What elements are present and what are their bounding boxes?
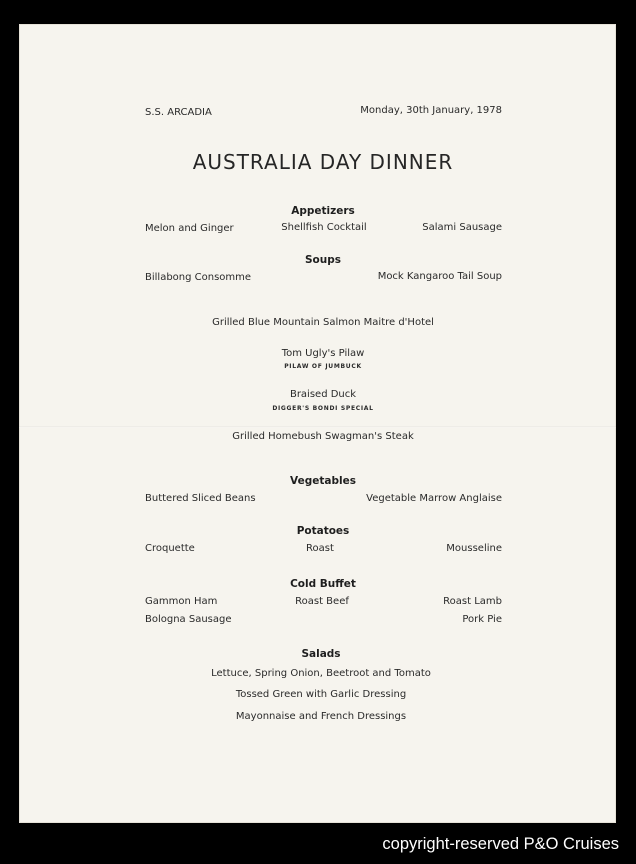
menu-item: Roast [306, 543, 334, 554]
menu-item: Roast Lamb [443, 596, 502, 607]
ship-name: S.S. ARCADIA [145, 107, 212, 118]
section-heading-appetizers: Appetizers [291, 205, 355, 217]
menu-card [19, 24, 616, 823]
menu-item: Mock Kangaroo Tail Soup [377, 271, 502, 282]
menu-item-pilaw-subtitle: PILAW OF JUMBUCK [284, 363, 362, 370]
menu-item: Bologna Sausage [145, 614, 232, 625]
menu-item: Croquette [145, 543, 195, 554]
menu-title: AUSTRALIA DAY DINNER [192, 150, 454, 174]
menu-item: Melon and Ginger [145, 223, 234, 234]
menu-item: Shellfish Cocktail [281, 222, 367, 233]
menu-item-salmon: Grilled Blue Mountain Salmon Maitre d'Hotel [212, 317, 434, 328]
section-heading-vegetables: Vegetables [290, 475, 356, 487]
section-heading-cold-buffet: Cold Buffet [290, 578, 356, 590]
menu-item: Mayonnaise and French Dressings [235, 711, 407, 722]
section-heading-salads: Salads [301, 648, 341, 660]
menu-item: Roast Beef [295, 596, 349, 607]
menu-item: Salami Sausage [422, 222, 502, 233]
menu-item-duck: Braised Duck [289, 389, 357, 400]
paper-fold-crease [19, 426, 616, 428]
menu-item: Mousseline [446, 543, 502, 554]
menu-item: Lettuce, Spring Onion, Beetroot and Tomato [211, 668, 431, 679]
section-heading-soups: Soups [304, 254, 342, 266]
menu-item: Vegetable Marrow Anglaise [366, 493, 502, 504]
menu-item: Billabong Consomme [145, 272, 252, 283]
menu-item: Tossed Green with Garlic Dressing [235, 689, 407, 700]
copyright-notice: copyright-reserved P&O Cruises [382, 835, 619, 853]
menu-item-steak: Grilled Homebush Swagman's Steak [232, 431, 414, 442]
section-heading-potatoes: Potatoes [296, 525, 350, 537]
menu-item-duck-subtitle: DIGGER'S BONDI SPECIAL [272, 405, 374, 412]
menu-date: Monday, 30th January, 1978 [360, 105, 502, 116]
menu-item-pilaw: Tom Ugly's Pilaw [281, 348, 365, 359]
menu-item: Pork Pie [462, 614, 502, 625]
menu-item: Buttered Sliced Beans [145, 493, 256, 504]
menu-item: Gammon Ham [145, 596, 218, 607]
